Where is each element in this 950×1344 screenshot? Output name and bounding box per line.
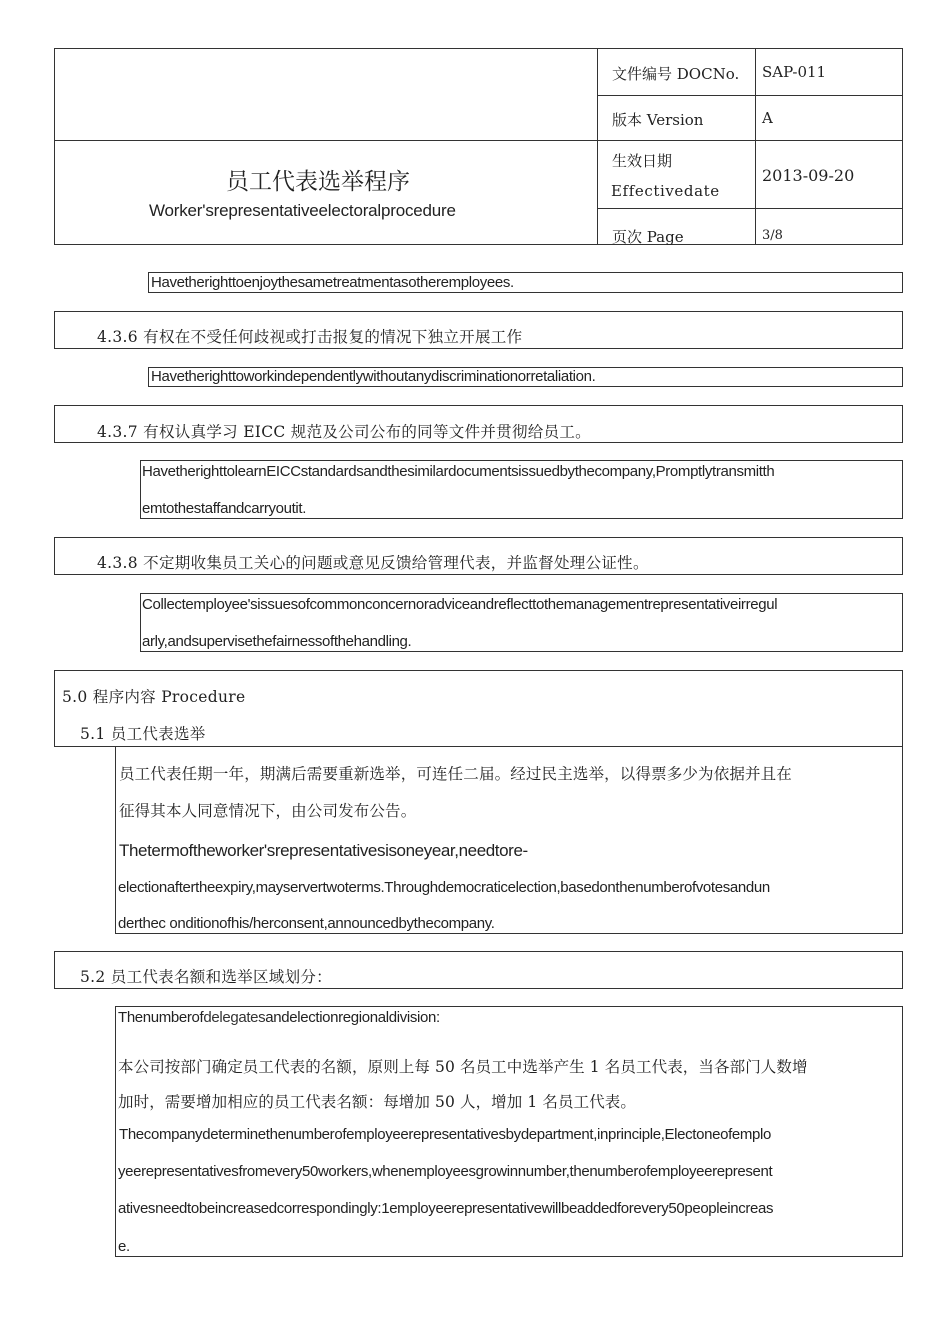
effective-date-label: 生效日期 bbox=[612, 152, 673, 170]
header-divider bbox=[597, 48, 598, 245]
section-437-en-line: emtothestaffandcarryoutit. bbox=[142, 500, 307, 517]
section-51-en-line: Thetermoftheworker'srepresentativesisoneyear,needtore- bbox=[119, 841, 528, 860]
section-52-en-line: e. bbox=[118, 1238, 130, 1255]
header-divider bbox=[755, 48, 756, 245]
section-50-title: 5.0 程序内容 Procedure bbox=[62, 688, 246, 706]
title-cn: 员工代表选举程序 bbox=[226, 169, 410, 195]
effective-date-label-en: Effectivedate bbox=[611, 182, 720, 200]
effective-date-value: 2013-09-20 bbox=[762, 166, 855, 185]
section-52-title: 5.2 员工代表名额和选举区域划分： bbox=[80, 968, 332, 986]
doc-no-label: 文件编号 DOCNo. bbox=[612, 65, 740, 83]
doc-no-value: SAP-011 bbox=[762, 63, 827, 81]
section-52-cn-line: 加时，需要增加相应的员工代表名额：每增加 50 人，增加 1 名员工代表。 bbox=[118, 1093, 636, 1111]
header-divider bbox=[54, 140, 903, 141]
section-436-en: Havetherighttoworkindependentlywithoutanydiscriminationorretaliation. bbox=[151, 368, 596, 385]
section-51-cn-line: 员工代表任期一年，期满后需要重新选举，可连任二届。经过民主选举，以得票多少为依据并且在 bbox=[119, 765, 792, 783]
section-437-en-line: HavetherighttolearnEICCstandardsandthesimilardocumentsissuedbythecompany,Promptlytransmitth bbox=[142, 463, 775, 480]
section-52-cn-line: 本公司按部门确定员工代表的名额，原则上每 50 名员工中选举产生 1 名员工代表，当各部门人数增 bbox=[118, 1058, 808, 1076]
section-52-en-title-part: Thenumberof bbox=[118, 1009, 204, 1026]
header-divider bbox=[597, 208, 903, 209]
section-437-cn: 4.3.7 有权认真学习 EICC 规范及公司公布的同等文件并贯彻给员工。 bbox=[97, 423, 591, 441]
version-label: 版本 Version bbox=[612, 111, 704, 129]
section-51-title: 5.1 员工代表选举 bbox=[80, 725, 206, 743]
section-51-en-line: derthec onditionofhis/herconsent,announcedbythecompany. bbox=[118, 915, 495, 932]
section-52-en-line: Thecompanydeterminethenumberofemployeerepresentativesbydepartment,inprinciple,Electoneofemplo bbox=[119, 1126, 772, 1143]
section-436-cn: 4.3.6 有权在不受任何歧视或打击报复的情况下独立开展工作 bbox=[97, 328, 523, 346]
title-en: Worker'srepresentativeelectoralprocedure bbox=[149, 201, 456, 220]
section-435-en: Havetherighttoenjoythesametreatmentasotheremployees. bbox=[151, 274, 514, 291]
version-value: A bbox=[762, 109, 773, 127]
page-value: 3/8 bbox=[762, 228, 783, 243]
section-52-en-title bbox=[118, 1009, 440, 1026]
header-divider bbox=[597, 95, 903, 96]
section-51-en-line: electionaftertheexpiry,mayservertwoterms.Throughdemocraticelection,basedonthenumberofvotesandun bbox=[118, 879, 770, 896]
section-52-en-title-part: andelectionregionaldivision: bbox=[265, 1009, 440, 1026]
section-52-en-line: ativesneedtobeincreasedcorrespondingly:1employeerepresentativewillbeaddedforevery50peopleincreas bbox=[118, 1200, 774, 1217]
section-438-en-line: arly,andsupervisethefairnessofthehandling. bbox=[142, 633, 412, 650]
delegates-highlight: delegates bbox=[203, 1009, 266, 1026]
section-52-en-line: yeerepresentativesfromevery50workers,whenemployeesgrowinnumber,thenumberofemployeerepresent bbox=[118, 1163, 773, 1180]
page-label: 页次 Page bbox=[612, 228, 684, 246]
section-438-cn: 4.3.8 不定期收集员工关心的问题或意见反馈给管理代表，并监督处理公证性。 bbox=[97, 554, 649, 572]
section-51-cn-line: 征得其本人同意情况下，由公司发布公告。 bbox=[119, 802, 417, 820]
section-438-en-line: Collectemployee'sissuesofcommonconcernoradviceandreflecttothemanagementrepresentativeirregul bbox=[142, 596, 778, 613]
